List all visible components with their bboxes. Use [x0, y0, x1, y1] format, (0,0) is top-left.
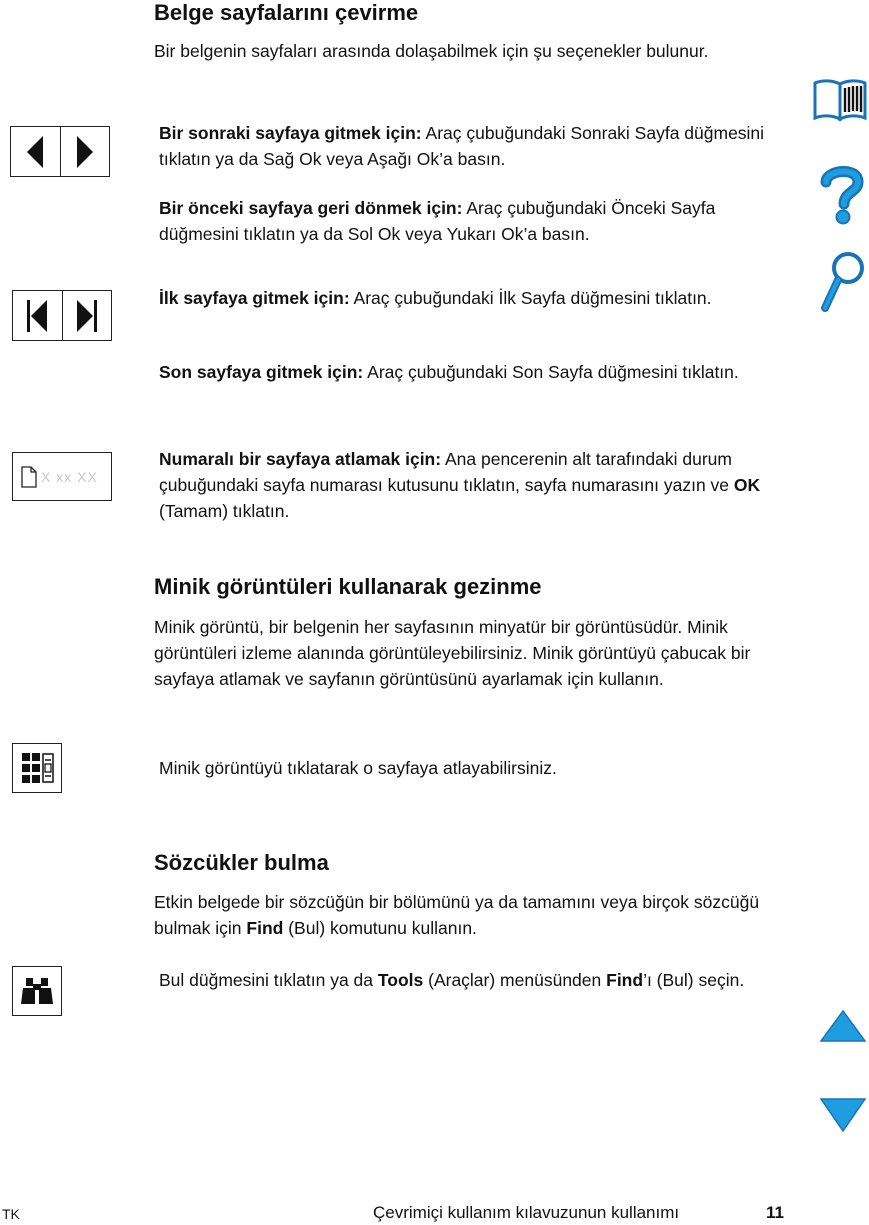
find-desc-text1: Bul düğmesini tıklatın ya da [159, 970, 378, 990]
last-page-icon[interactable] [62, 291, 112, 340]
help-button[interactable] [820, 164, 864, 226]
page-number-box-text: X xx XX [41, 468, 98, 485]
section-title-navigate: Belge sayfalarını çevirme [154, 0, 419, 25]
find-intro-text1: Etkin belgede bir sözcüğün bir bölümünü ya da tamamını veya birçok sözcüğü bulmak için [154, 892, 760, 938]
question-mark-icon [820, 164, 864, 226]
next-page-text: Araç çubuğundaki Sonraki Sayfa düğmesini tıklatın ya da Sağ Ok veya Aşağı Ok’a basın. [159, 123, 765, 169]
first-page-desc [159, 285, 789, 311]
navigate-intro: Bir belgenin sayfaları arasında dolaşabilmek için şu seçenekler bulunur. [154, 41, 709, 61]
first-last-buttons [12, 290, 112, 341]
last-page-text: Araç çubuğundaki Son Sayfa düğmesini tıklatın. [363, 362, 739, 382]
find-intro [154, 889, 794, 941]
find-desc [159, 967, 784, 993]
last-page-desc [159, 359, 789, 385]
next-page-icon[interactable] [60, 127, 110, 176]
previous-page-nav-button[interactable] [820, 1010, 866, 1042]
section-title-thumbnails: Minik görüntüleri kullanarak gezinme [154, 574, 542, 599]
footer-title: Çevrimiçi kullanım kılavuzunun kullanımı [373, 1203, 680, 1222]
tools-label: Tools [377, 970, 424, 990]
triangle-up-icon [820, 1010, 866, 1042]
prev-page-label: Bir önceki sayfaya geri dönmek için: [159, 198, 463, 218]
find-label: Find [606, 970, 644, 990]
next-page-desc [159, 120, 789, 172]
first-page-label: İlk sayfaya gitmek için: [159, 288, 350, 308]
jump-page-text1: Ana pencerenin alt tarafındaki durum çubuğundaki sayfa numarası kutusunu tıklatın, sayfa numarasını yazın ve [159, 449, 734, 495]
find-desc-text2: (Araçlar) menüsünden [423, 970, 607, 990]
thumbnails-intro: Minik görüntü, bir belgenin her sayfasının minyatür bir görüntüsüdür. Minik görüntüleri izleme alanında görüntüleyebilirsiniz. Minik görüntüyü çabucak bir sayfaya atlamak ve sayfanın görüntüsünü ayarlamak için kullanın. [154, 617, 751, 689]
first-page-text: Araç çubuğundaki İlk Sayfa düğmesini tıklatın. [349, 288, 712, 308]
section-title-find: Sözcükler bulma [154, 850, 329, 875]
jump-page-label: Numaralı bir sayfaya atlamak için: [159, 449, 442, 469]
prev-page-text: Araç çubuğundaki Önceki Sayfa düğmesini tıklatın ya da Sol Ok veya Yukarı Ok’a basın. [159, 198, 716, 244]
binoculars-icon [20, 976, 54, 1006]
ok-label: OK [733, 475, 761, 495]
find-desc-text3: ’ı (Bul) seçin. [643, 970, 745, 990]
jump-page-desc [159, 446, 789, 524]
previous-page-icon[interactable] [11, 127, 60, 176]
magnifier-icon [820, 250, 866, 314]
last-page-label: Son sayfaya gitmek için: [159, 362, 364, 382]
jump-page-text2: (Tamam) tıklatın. [159, 501, 290, 521]
triangle-down-icon [820, 1098, 866, 1132]
footer-page-number: 11 [766, 1203, 784, 1222]
prev-page-desc [159, 195, 789, 247]
thumbnails-button[interactable] [12, 743, 62, 793]
contents-button[interactable] [812, 76, 868, 124]
find-intro-find: Find [246, 918, 284, 938]
book-icon [812, 76, 868, 124]
thumbnails-icon [19, 750, 55, 786]
thumbnails-desc: Minik görüntüyü tıklatarak o sayfaya atlayabilirsiniz. [159, 758, 557, 778]
first-page-icon[interactable] [13, 291, 62, 340]
footer-lang: TK [2, 1206, 20, 1222]
find-intro-text2: (Bul) komutunu kullanın. [283, 918, 477, 938]
search-button[interactable] [820, 250, 866, 314]
page-number-box[interactable] [12, 452, 112, 501]
next-page-label: Bir sonraki sayfaya gitmek için: [159, 123, 422, 143]
find-button[interactable] [12, 966, 62, 1016]
next-page-nav-button[interactable] [820, 1098, 866, 1132]
page-document-icon [21, 466, 37, 488]
prev-next-buttons [10, 126, 110, 177]
